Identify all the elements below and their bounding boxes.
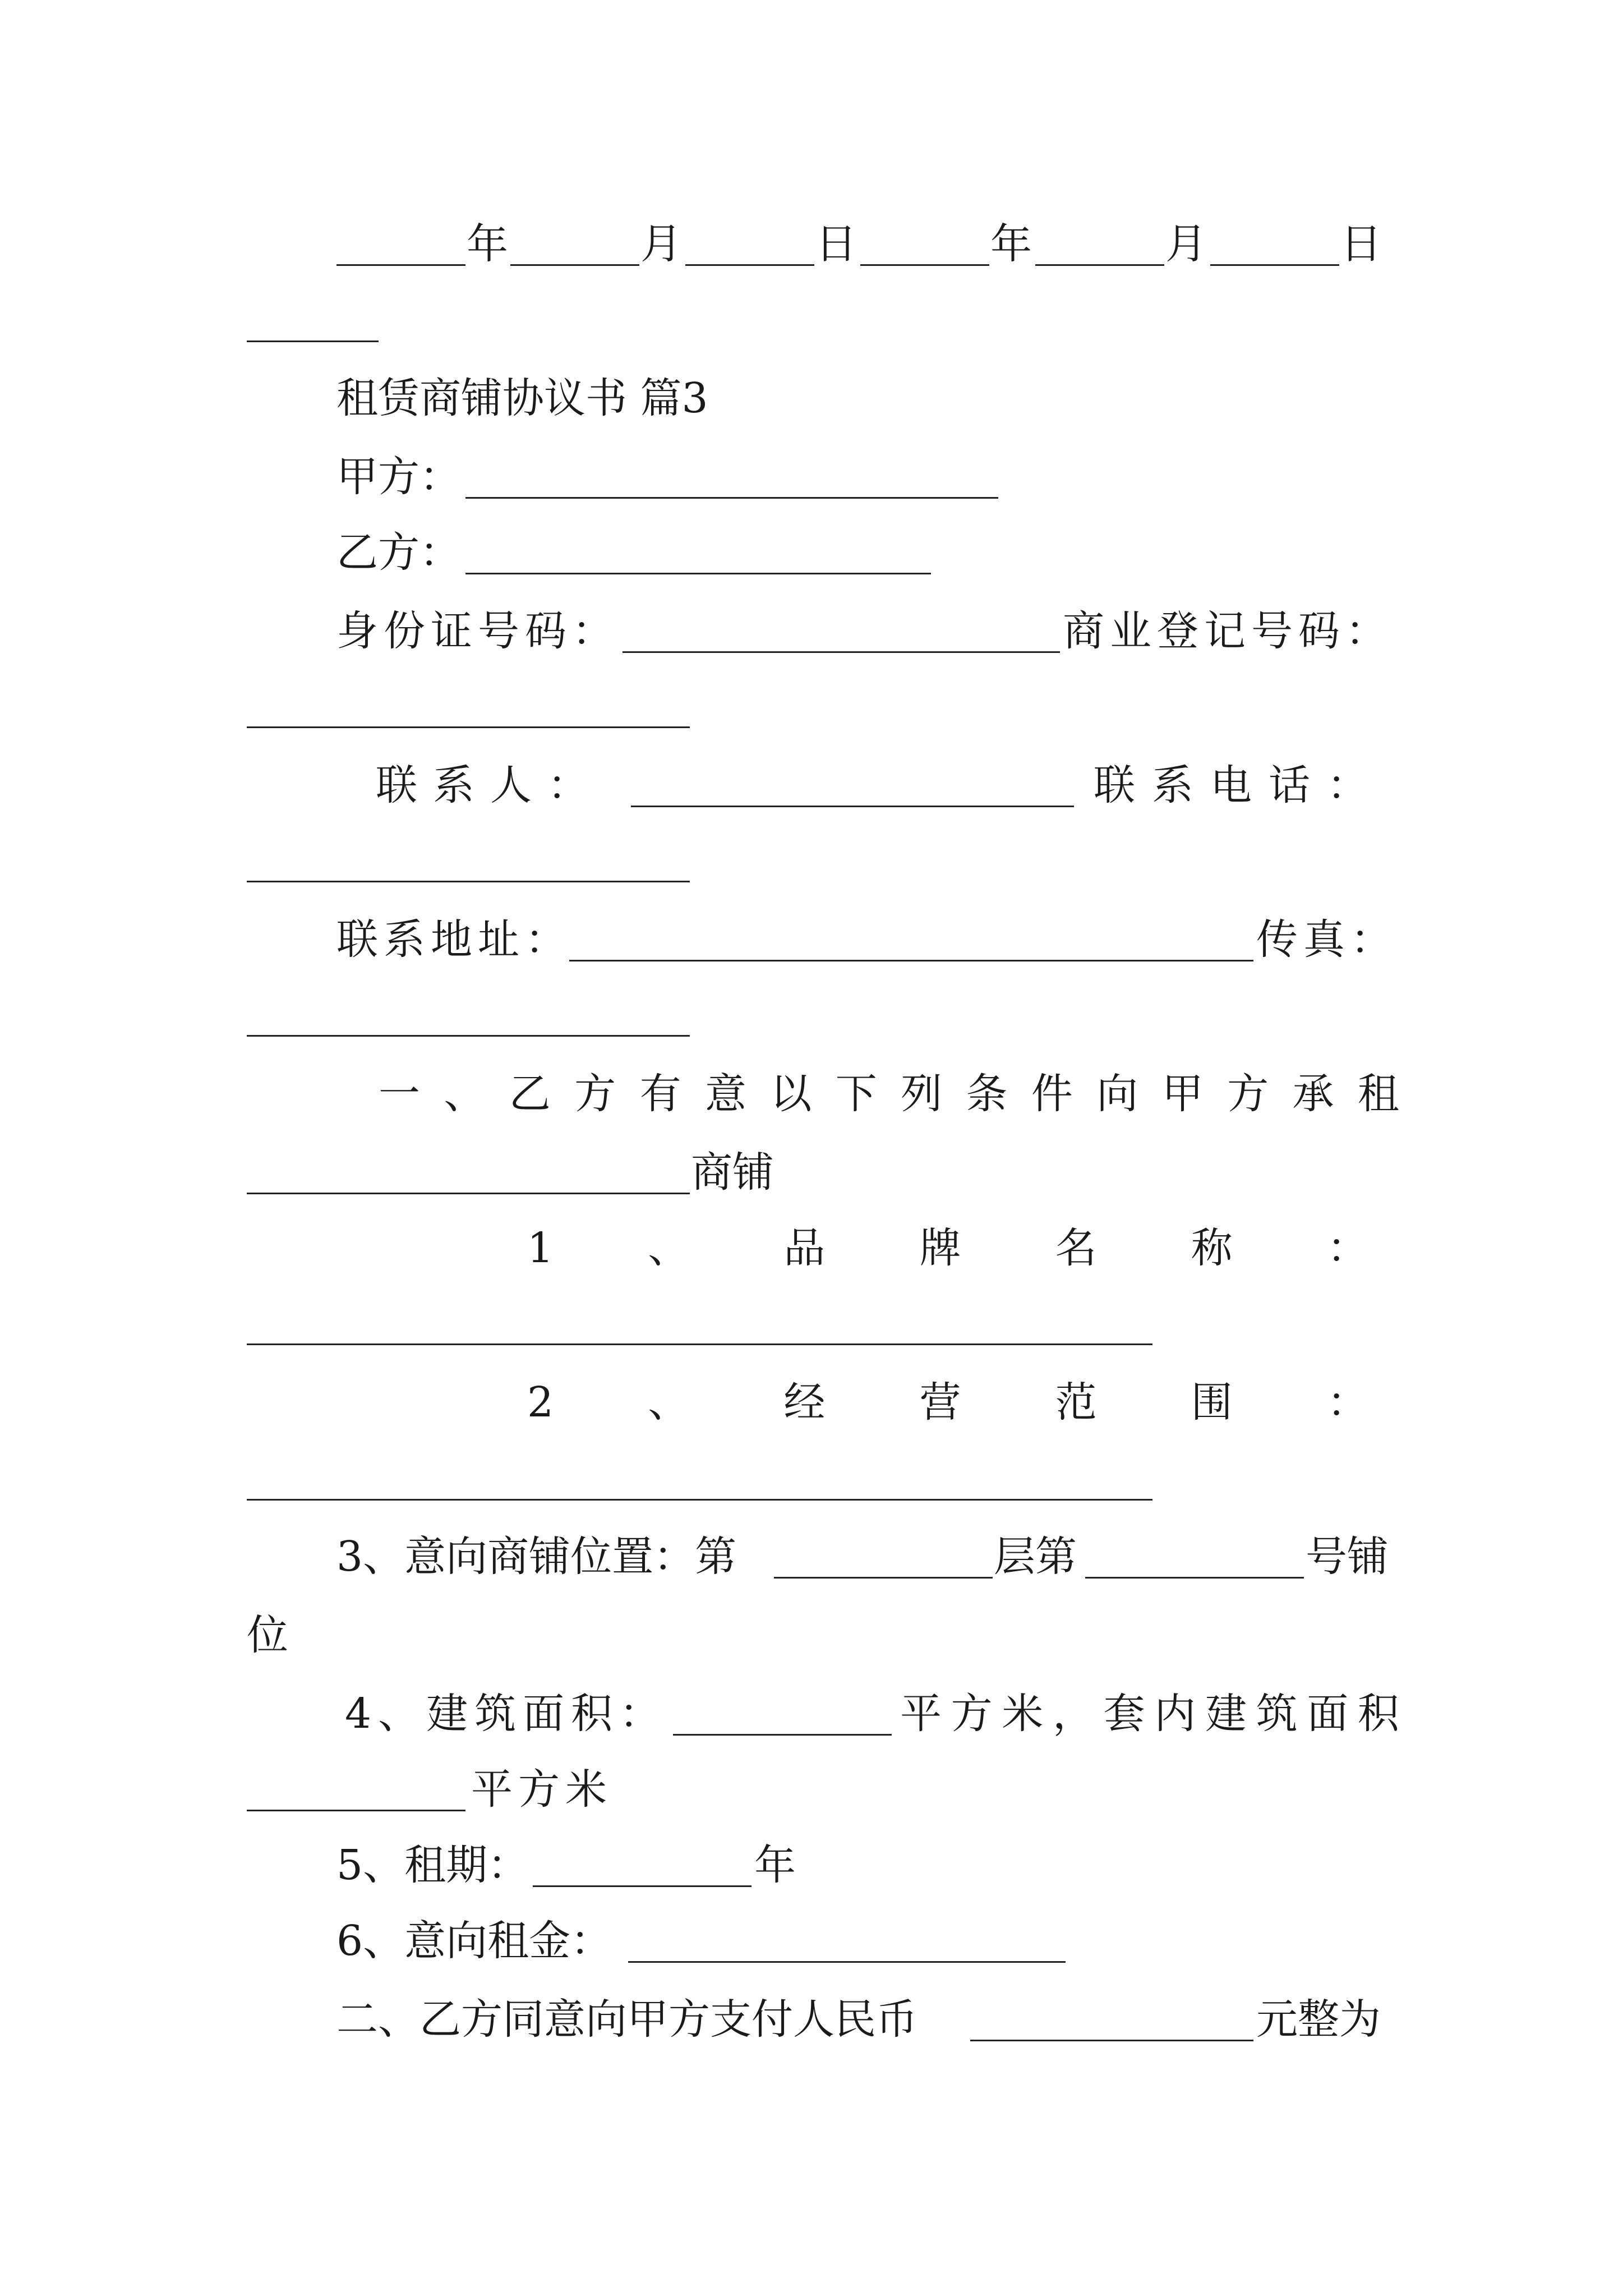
fax-blank[interactable] xyxy=(247,1035,690,1037)
contact-person-char: 联 xyxy=(376,761,417,809)
contact-phone-char: 系 xyxy=(1152,761,1193,809)
shop-suffix: 商铺 xyxy=(691,1148,774,1197)
rent-blank[interactable] xyxy=(628,1961,1066,1963)
year-start-label: 年 xyxy=(467,220,508,268)
biz-reg-blank[interactable] xyxy=(247,726,690,728)
building-area-label: 4、建筑面积： xyxy=(345,1690,668,1738)
date-row xyxy=(0,205,1623,283)
biz-reg-label: 商业登记号码： xyxy=(1063,607,1393,655)
item-char: 米 xyxy=(1002,1690,1044,1738)
item-char: 名 xyxy=(1055,1224,1097,1272)
month-end-label: 月 xyxy=(1165,220,1207,268)
contact-person-char: 人 xyxy=(490,761,532,809)
contact-phone-label xyxy=(1094,746,1368,825)
clause-char: 方 xyxy=(1227,1070,1269,1118)
item-char: 、 xyxy=(648,1224,690,1272)
item-2-row xyxy=(0,1363,1623,1442)
page-title: 租赁商铺协议书 篇3 xyxy=(336,374,708,422)
year-start-blank[interactable] xyxy=(336,264,465,266)
clause-char: 承 xyxy=(1292,1070,1334,1118)
clause-2-suffix: 元整为 xyxy=(1256,1995,1381,2044)
shop-number-blank[interactable] xyxy=(1085,1577,1304,1579)
floor-blank[interactable] xyxy=(774,1577,993,1579)
item-char: 内 xyxy=(1154,1690,1196,1738)
month-end-blank[interactable] xyxy=(1035,264,1164,266)
address-label: 联系地址： xyxy=(336,915,572,964)
inner-area-blank[interactable] xyxy=(247,1810,465,1811)
item-4-row xyxy=(0,1674,1623,1753)
item-char: 范 xyxy=(1055,1378,1097,1427)
item-char: ： xyxy=(1326,1224,1368,1272)
business-scope-label xyxy=(527,1363,1368,1442)
contact-phone-blank[interactable] xyxy=(247,881,690,882)
payment-amount-blank[interactable] xyxy=(970,2040,1253,2041)
contact-person-char: 系 xyxy=(433,761,474,809)
item-char: 营 xyxy=(919,1378,961,1427)
contact-phone-char: ： xyxy=(1327,761,1368,809)
lease-term-label: 5、租期： xyxy=(336,1841,529,1889)
clause-char: 意 xyxy=(704,1070,746,1118)
item-char: 、 xyxy=(648,1378,690,1427)
item-char: 围 xyxy=(1191,1378,1233,1427)
item-char: 品 xyxy=(783,1224,826,1272)
contact-person-label xyxy=(376,746,589,825)
clause-char: 租 xyxy=(1357,1070,1399,1118)
item-char: 建 xyxy=(1205,1690,1247,1738)
contact-phone-char: 联 xyxy=(1094,761,1135,809)
item-6-row xyxy=(0,1902,1623,1980)
item-3-row xyxy=(0,1517,1623,1596)
shop-number-wrap: 位 xyxy=(247,1611,288,1659)
item-char: 经 xyxy=(783,1378,826,1427)
clause-2-text: 二、乙方同意向甲方支付人民币 xyxy=(336,1995,917,2044)
clause-char: 向 xyxy=(1096,1070,1138,1118)
item-5-row xyxy=(0,1826,1623,1904)
inner-area-unit: 平方米 xyxy=(471,1765,612,1814)
floor-label: 层第 xyxy=(994,1533,1077,1581)
item-char: ： xyxy=(1326,1378,1368,1427)
day-start-blank[interactable] xyxy=(685,264,814,266)
clause-char: 有 xyxy=(639,1070,681,1118)
item-char: 1 xyxy=(527,1224,554,1272)
party-a-blank[interactable] xyxy=(465,497,998,499)
inner-area-label xyxy=(900,1674,1399,1753)
party-a-row xyxy=(0,438,1623,516)
clause-1-row xyxy=(0,1055,1623,1133)
id-label: 身份证号码： xyxy=(336,607,619,655)
clause-char: 件 xyxy=(1031,1070,1073,1118)
item-char: 称 xyxy=(1191,1224,1233,1272)
item-char: 面 xyxy=(1307,1690,1349,1738)
lease-term-unit: 年 xyxy=(754,1841,796,1889)
year-end-label: 年 xyxy=(990,220,1032,268)
day-start-label: 日 xyxy=(815,220,857,268)
item-char: 牌 xyxy=(919,1224,961,1272)
item-char: 2 xyxy=(527,1378,554,1427)
item-1-row xyxy=(0,1209,1623,1287)
party-b-row xyxy=(0,513,1623,592)
section-title xyxy=(0,359,1623,438)
item-4-cont-row xyxy=(0,1750,1623,1829)
contact-row xyxy=(0,746,1623,825)
day-end-blank[interactable] xyxy=(1210,264,1339,266)
clause-char: 方 xyxy=(574,1070,616,1118)
clause-char: 甲 xyxy=(1161,1070,1204,1118)
item-char: 方 xyxy=(951,1690,993,1738)
clause-char: 以 xyxy=(770,1070,812,1118)
year-end-blank[interactable] xyxy=(860,264,989,266)
shop-name-blank[interactable] xyxy=(247,1193,690,1194)
item-char: 套 xyxy=(1103,1690,1145,1738)
clause-char: 下 xyxy=(835,1070,877,1118)
brand-name-blank[interactable] xyxy=(247,1343,1152,1345)
clause-char: 乙 xyxy=(509,1070,551,1118)
clause-2-row xyxy=(0,1980,1623,2059)
clause-1-cont-row xyxy=(0,1133,1623,1212)
id-row xyxy=(0,592,1623,670)
id-number-blank[interactable] xyxy=(623,651,1060,653)
item-char: ， xyxy=(1052,1690,1094,1738)
fax-label: 传真： xyxy=(1256,915,1398,964)
item-char: 积 xyxy=(1357,1690,1399,1738)
contact-phone-char: 电 xyxy=(1210,761,1252,809)
item-char: 筑 xyxy=(1256,1690,1298,1738)
party-b-label: 乙方： xyxy=(336,528,461,577)
month-start-blank[interactable] xyxy=(510,264,639,266)
clause-1-intro xyxy=(379,1055,1399,1133)
item-3-cont-row xyxy=(0,1596,1623,1674)
building-area-blank[interactable] xyxy=(673,1734,892,1736)
clause-char: 条 xyxy=(966,1070,1008,1118)
clause-char: 列 xyxy=(901,1070,943,1118)
address-blank[interactable] xyxy=(569,960,1253,961)
business-scope-blank[interactable] xyxy=(247,1499,1152,1501)
contact-person-blank[interactable] xyxy=(631,806,1074,807)
date-overflow-blank[interactable] xyxy=(247,341,379,342)
party-a-label: 甲方： xyxy=(336,453,461,501)
day-end-label: 日 xyxy=(1340,220,1382,268)
rent-label: 6、意向租金： xyxy=(336,1917,612,1965)
month-start-label: 月 xyxy=(640,220,682,268)
shop-number-label: 号铺 xyxy=(1306,1533,1389,1581)
clause-char: 一 xyxy=(379,1070,420,1118)
contact-person-char: ： xyxy=(547,761,589,809)
contact-phone-char: 话 xyxy=(1269,761,1310,809)
party-b-blank[interactable] xyxy=(465,573,931,574)
shop-location-label: 3、意向商铺位置：第 xyxy=(336,1533,737,1581)
brand-name-label xyxy=(527,1209,1368,1287)
lease-term-blank[interactable] xyxy=(533,1885,751,1887)
item-char: 平 xyxy=(900,1690,942,1738)
clause-char: 、 xyxy=(444,1070,486,1118)
address-row xyxy=(0,900,1623,979)
